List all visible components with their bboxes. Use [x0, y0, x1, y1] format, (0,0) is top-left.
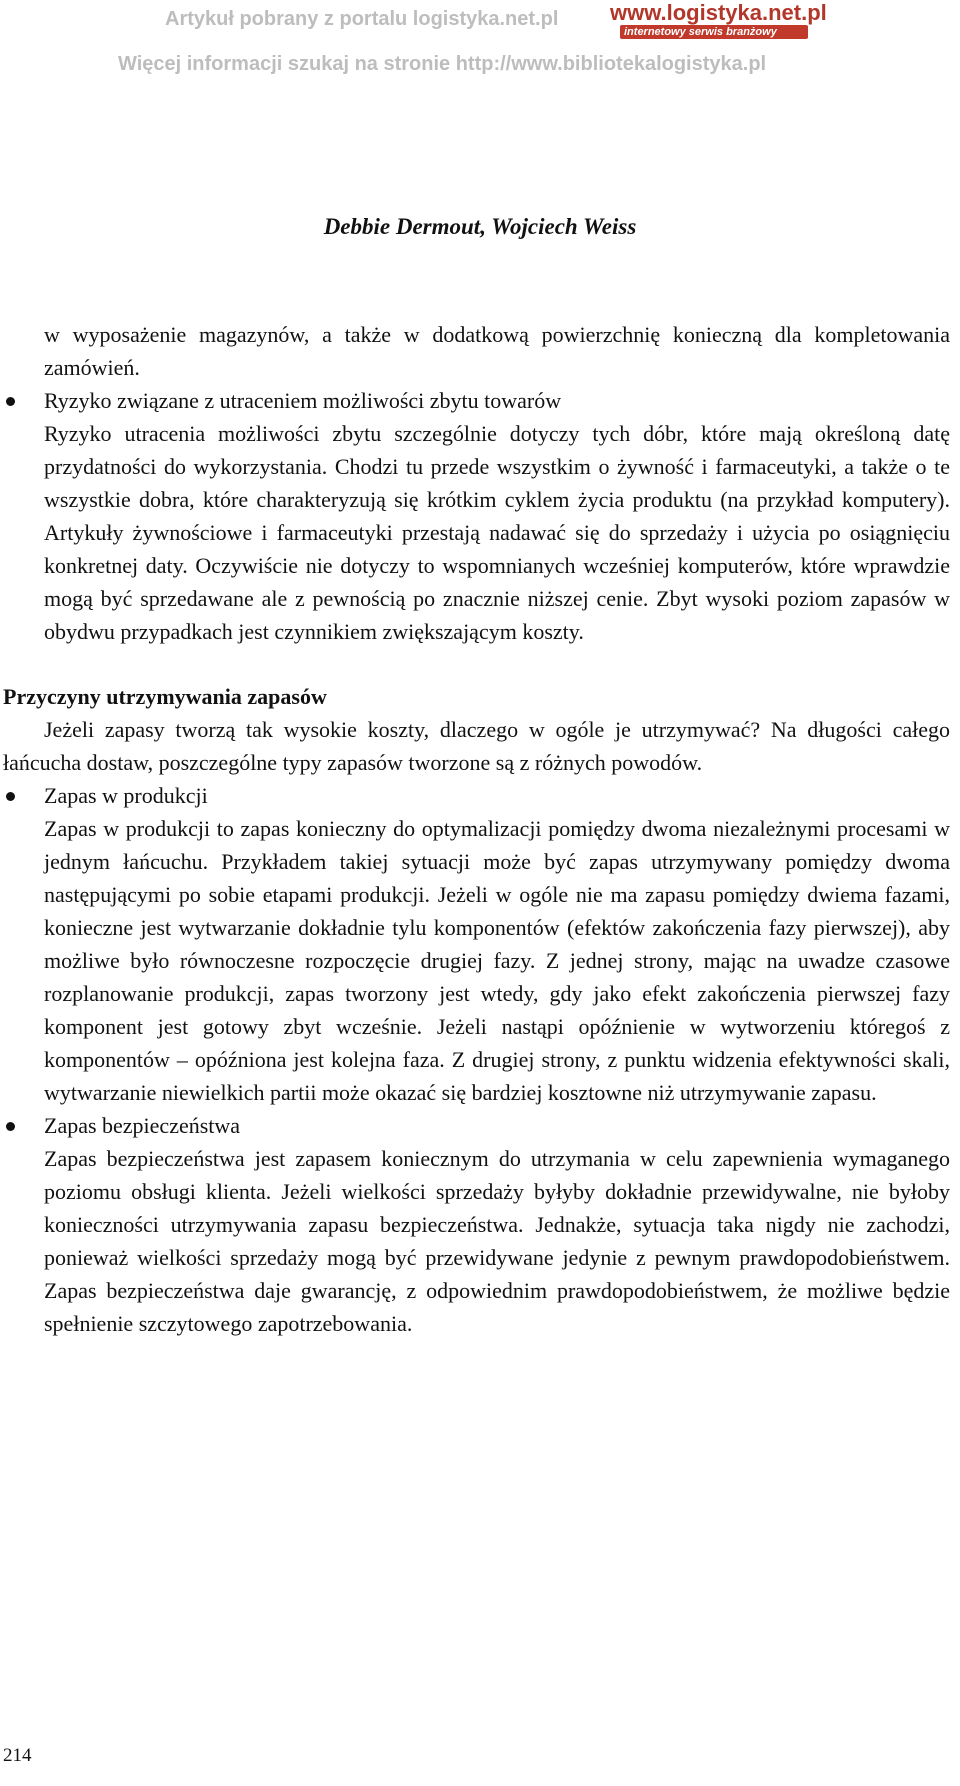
bullet-dot-icon [6, 792, 15, 801]
bullet-production-body: Zapas w produkcji to zapas konieczny do optymalizacji pomiędzy dwoma niezależnymi procesami w jednym łańcuchu. Przykładem takiej sytuacji może być zapas utrzymywany pomiędzy dwoma następującymi po sobie etapami produkcji. Jeżeli w ogóle nie ma zapasu pomiędzy dwiema fazami, konieczne jest wytwarzanie dokładnie tylu komponentów (efektów zakończenia fazy pierwszej), aby możliwe było równoczesne rozpoczęcie drugiej fazy. Z jednej strony, mając na uwadze czasowe rozplanowanie produkcji, zapas tworzony jest wtedy, gdy jako efekt zakończenia pierwszej fazy komponent jest gotowy zbyt wcześnie. Jeżeli nastąpi opóźnienie w wytworzeniu któregoś z komponentów – opóźniona jest kolejna faza. Z drugiej strony, z punktu widzenia efektywności skali, wytwarzanie niewielkich partii może okazać się bardziej kosztowne niż utrzymywanie zapasu. [44, 816, 950, 1105]
logo-wordmark: www.logistyka.net.pl [610, 0, 827, 25]
bullet-production [44, 779, 950, 1109]
page-number: 214 [3, 1745, 32, 1766]
logistyka-logo[interactable] [610, 0, 827, 44]
bullet-safety [44, 1109, 950, 1340]
bullet-production-title: Zapas w produkcji [44, 783, 208, 808]
download-notice: Artykuł pobrany z portalu logistyka.net.pl [165, 8, 559, 30]
bullet-safety-body: Zapas bezpieczeństwa jest zapasem koniecznym do utrzymania w celu zapewnienia wymaganego poziomu obsługi klienta. Jeżeli wielkości sprzedaży byłyby dokładnie przewidywalne, nie byłoby konieczności utrzymywania zapasu bezpieczeństwa. Jednakże, sytuacja taka nigdy nie zachodzi, ponieważ wielkości sprzedaży mogą być przewidywane jedynie z pewnym prawdopodobieństwem. Zapas bezpieczeństwa daje gwarancję, z odpowiednim prawdopodobieństwem, że możliwe będzie spełnienie szczytowego zapotrzebowania. [44, 1146, 950, 1336]
bullet-risk-title: Ryzyko związane z utraceniem możliwości zbytu towarów [44, 388, 562, 413]
bullet-risk [44, 384, 950, 648]
running-head-authors: Debbie Dermout, Wojciech Weiss [323, 214, 637, 239]
section-intro: Jeżeli zapasy tworzą tak wysokie koszty, dlaczego w ogóle je utrzymywać? Na długości całego łańcucha dostaw, poszczególne typy zapasów tworzone są z różnych powodów. [3, 717, 950, 775]
bullet-dot-icon [6, 397, 15, 406]
bullet-safety-title: Zapas bezpieczeństwa [44, 1113, 241, 1138]
bullet-risk-body: Ryzyko utracenia możliwości zbytu szczególnie dotyczy tych dóbr, które mają określoną datę przydatności do wykorzystania. Chodzi tu przede wszystkim o żywność i farmaceutyki, a także o te wszystkie dobra, które charakteryzują się krótkim cyklem życia produktu (na przykład komputery). Artykuły żywnościowe i farmaceutyki przestają nadawać się do sprzedaży i użycia po osiągnięciu konkretnej daty. Oczywiście nie dotyczy to wspomnianych wcześniej komputerów, które wprawdzie mogą być sprzedawane ale z pewnością po znacznie niższej cenie. Zbyt wysoki poziom zapasów w obydwu przypadkach jest czynnikiem zwiększającym koszty. [44, 421, 950, 644]
more-info-notice: Więcej informacji szukaj na stronie http://www.bibliotekalogistyka.pl [118, 53, 767, 75]
section-heading: Przyczyny utrzymywania zapasów [3, 684, 327, 709]
bullet-dot-icon [6, 1122, 15, 1131]
page-body [0, 318, 960, 1340]
logo-tagline: internetowy serwis branżowy [624, 26, 777, 38]
continuation-paragraph: w wyposażenie magazynów, a także w dodatkową powierzchnię konieczną dla kompletowania zamówień. [44, 322, 950, 380]
